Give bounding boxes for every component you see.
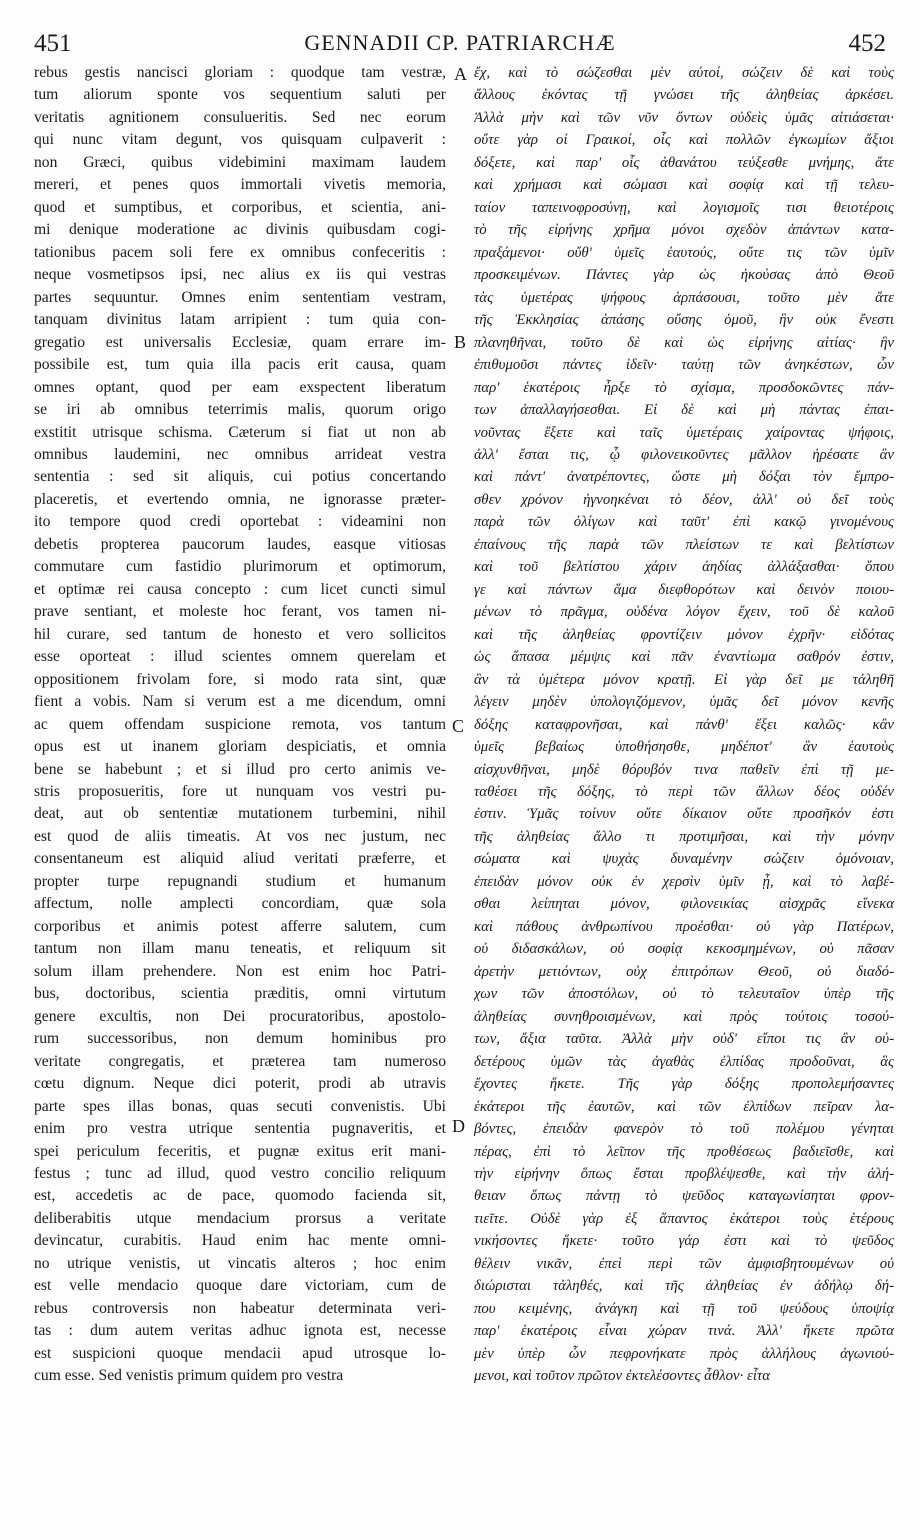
text-line: θέλειν νικᾶν, ἐπεὶ περὶ τῶν ἀμφισβητουμένων οὐ (474, 1255, 894, 1272)
text-line: exstitit utrisque schisma. Cæterum si fiat ut non ab (34, 423, 446, 441)
text-line: βόντες, ἐπειδὰν φανερὸν τὸ τοῦ πολέμου γένηται (474, 1121, 894, 1138)
text-line: πραξάμενοι· οὔθ' ὑμεῖς ἑαυτούς, οὔτε τις τῶν ὑμῖν (474, 244, 894, 261)
text-line: δετέρους ὑμῶν τὰς ἀγαθὰς ἐλπίδας προδοῦναι, ἃς (474, 1053, 894, 1070)
text-line: festus ; tunc ad illud, quod vestro concilio reliquum (34, 1164, 446, 1182)
section-marker-a: A (454, 64, 467, 84)
text-line: gregatio est universalis Ecclesiæ, quam errare im- (34, 333, 446, 351)
text-line: τιεῖτε. Οὐδὲ γὰρ ἐξ ἅπαντος ἑκάτεροι τοὺς ἑτέρους (474, 1210, 894, 1227)
text-line: esse oporteat : illud scientes omnem querelam et (34, 648, 446, 666)
text-line: bene se habebunt ; et si illud pro certo animis ve- (34, 760, 446, 778)
text-line: tanquam divinitus latam arripient : tum quia con- (34, 311, 446, 329)
text-line: stris proposueritis, fore ut nunquam vos vestri pu- (34, 783, 446, 800)
text-line: prave sentiant, et moleste hoc ferant, vos tamen ni- (34, 603, 446, 621)
text-line: σώματα καὶ ψυχὰς δυναμένην σώζειν ὁμόνοιαν, (474, 851, 894, 868)
text-line: ἔχοντες ἥκετε. Τῆς γὰρ δόξης προπολεμήσαντες (474, 1076, 894, 1093)
latin-column (34, 62, 446, 1388)
text-line: genere excultis, non Dei procuratoribus, apostolo- (34, 1007, 446, 1025)
text-line: spei periculum feceritis, et pugnæ exitus erit mani- (34, 1142, 446, 1160)
text-line: cum esse. Sed venistis primum quidem pro vestra (34, 1367, 344, 1385)
text-line: ἐπειδὰν μόνον οὐκ ἐν χερσὶν ὑμῖν ᾖ, καὶ τὸ λαβέ- (474, 873, 894, 890)
text-line: qui nunc vitam degunt, vos quisquam culpaverit : (34, 131, 446, 149)
text-line: omnibus laudemini, nec omnibus arrideat vestra (34, 445, 446, 463)
running-title: GENNADII CP. PATRIARCHÆ (304, 30, 616, 55)
text-line: ὑμεῖς βεβαίως ὑποθήσησθε, μηδέποτ' ἂν ἑαυτοὺς (474, 739, 894, 756)
text-line: τὰς ὑμετέρας ψήφους ἁρπάσουσι, τοῦτο μὲν ἅτε (474, 289, 894, 306)
text-line: προσκειμένων. Πάντες γὰρ ὡς ἠκούσας ἀπὸ Θεοῦ (474, 267, 894, 284)
text-line: ac quem offendam suspicione remota, vos tantum (34, 715, 446, 733)
text-line: δόξης καταφρονῆσαι, καὶ πάνθ' ἕξει καλῶς· κἂν (474, 716, 894, 733)
text-line: ἄλλους ἑκόντας τῇ γνώσει τῆς ἀληθείας ἀρκέσει. (474, 87, 894, 104)
text-line: consentaneum est aliquid aliud veritati præferre, et (34, 850, 446, 868)
text-line: devincatur, curabitis. Haud enim hac mente omni- (34, 1232, 446, 1250)
text-line: χων τῶν ἀποστόλων, οὐ τὸ τελευταῖον ὑπὲρ τῆς (474, 986, 894, 1003)
text-line: veritate congregatis, et præterea tam numeroso (34, 1052, 446, 1070)
greek-column (474, 62, 894, 1388)
text-line: παρ' ἑκατέροις εἶναι χώραν τινά. Ἀλλ' ἥκετε πρῶτα (474, 1323, 894, 1340)
text-line: τῆς ἀληθείας ἄλλο τι προτιμῆσαι, καὶ τὴν μόνην (474, 828, 894, 845)
page-number-right: 452 (848, 30, 886, 57)
text-line: parte spes illas bonas, quas secuti convenistis. Ubi (34, 1097, 446, 1115)
text-line: placeretis, et evertendo omnia, ne ignorasse præter- (34, 490, 446, 508)
text-line: ἐστιν. Ὑμᾶς τοίνυν οὔτε δίκαιον οὔτε προσῆκόν ἐστι (474, 806, 894, 823)
text-line: διώρισται τἀληθές, καὶ τῆς ἀληθείας ἐν ἀδήλῳ δή- (474, 1278, 894, 1295)
page-header (34, 30, 886, 64)
text-line: παρ' ἑκατέροις ἦρξε τὸ σχίσμα, προσδοκῶντες πάν- (474, 379, 894, 396)
text-line: ἐπαίνους τῆς παρὰ τῶν πλείστων τε καὶ βελτίστων (474, 536, 894, 553)
text-line: νοῦντας ἕξετε καὶ ταῖς ὑμετέραις χαίροντας ψήφοις, (474, 424, 894, 441)
text-line: ἑκάτεροι τῆς ἑαυτῶν, καὶ τῶν ἐλπίδων πεῖραν λα- (474, 1098, 894, 1115)
text-line: tationibus pacem soli fere ex omnibus confeceritis : (34, 243, 446, 261)
text-line: ταθέσει τῆς δόξης, τὸ περὶ τῶν ἄλλων δέος οὐδέν (474, 784, 894, 800)
text-line: solum illam prehendere. Non est enim hoc Patri- (34, 962, 446, 980)
text-line: propter turpe repugnandi studium et humanum (34, 872, 446, 890)
text-line: ἀρετὴν μετιόντων, οὐχ ἐπιτρόπων Θεοῦ, οὐ διαδό- (474, 963, 894, 980)
text-line: ὡς ἅπασα μέμψις καὶ πᾶν ἐναντίωμα σαθρόν ἐστιν, (474, 649, 894, 666)
text-line: veritatis agnitionem consulueritis. Sed nec eorum (34, 108, 446, 126)
text-line: μένων τὸ πρᾶγμα, οὐδένα λόγον ἔχειν, τοῦ δὲ καλοῦ (474, 604, 894, 621)
text-line: omnes optant, quod per eam exspectent liberatum (34, 378, 446, 396)
text-line: μενοι, καὶ τοῦτον πρῶτον ἐκτελέσοντες ἆθλον· εἶτα (474, 1368, 770, 1385)
text-line: μὲν ὑπὲρ ὧν πεφρονήκατε πρὸς ἀλλήλους ἀγωνιού- (474, 1345, 894, 1362)
text-line: opus est ut inanem gloriam despiciatis, et omnia (34, 738, 446, 756)
text-line: rebus gestis nancisci gloriam : quodque tam vestræ, (34, 64, 446, 81)
text-line: γε καὶ πάντων ἅμα διεφθορότων καὶ δεινὸν ποιου- (474, 581, 894, 598)
section-marker-c: C (452, 716, 465, 736)
text-line: καὶ πάντ' ἀνατρέποντες, ὥστε μὴ δόξαι τὸν ἔμπρο- (474, 469, 894, 486)
section-marker-d: D (452, 1116, 465, 1136)
text-line: οὐ διδασκάλων, οὐ σοφίᾳ κεκοσμημένων, οὐ πᾶσαν (474, 941, 894, 958)
text-line: Ἀλλὰ μὴν καὶ τῶν νῦν ὄντων οὐδεὶς ὑμᾶς αἰτιάσεται· (474, 109, 894, 126)
text-line: καὶ χρήμασι καὶ σώμασι καὶ σοφίᾳ καὶ τῇ τελευ- (474, 177, 894, 194)
text-line: fient a vobis. Nam si verum est a me dicendum, omni (34, 693, 446, 711)
text-line: καὶ τῆς ἀληθείας φροντίζειν μόνον ἐχρῆν· εἰδότας (474, 626, 894, 643)
text-line: est, accedetis ac de pace, quomodo facienda sit, (34, 1187, 446, 1205)
text-line: σθαι λείπηται μόνον, φιλονεικίας αἰσχρᾶς εἵνεκα (474, 896, 894, 913)
text-line: παρὰ τῶν ὀλίγων καὶ ταῦτ' ἐπὶ κακῷ γινομένους (474, 514, 894, 531)
text-line: est velle mendacio quoque dare victoriam, cum de (34, 1277, 446, 1295)
text-line: tum aliorum sponte vos sequentium saluti per (34, 86, 446, 104)
text-line: ταίον ταπεινοφροσύνῃ, καὶ λογισμοῖς τισι θειοτέροις (474, 199, 894, 216)
text-line: mereri, et penes quos immortali vivetis memoria, (34, 176, 446, 194)
text-line: των ἀπαλλαγήσεσθαι. Εἰ δὲ καὶ μὴ πάντας ἐπαι- (474, 402, 894, 419)
text-line: πέρας, ἐπὶ τὸ λεῖπον τῆς προθέσεως βαδιεῖσθε, καὶ (474, 1143, 894, 1160)
text-line: ἐπιθυμοῦσι πάντες ἰδεῖν· ταύτῃ τῶν ἀνηκέστων, ὧν (474, 357, 894, 374)
text-line: bus, doctoribus, scientia præditis, omni virtutum (34, 985, 446, 1003)
text-line: oppositionem frivolam fore, si modo rata sint, quæ (34, 670, 446, 688)
text-line: ito tempore quod credi oportebat : videamini non (34, 513, 446, 531)
text-line: ἂν τὰ ὑμέτερα μόνον κρατῇ. Εἰ γὰρ δεῖ με τἀληθῆ (474, 671, 894, 688)
page-number-left: 451 (34, 30, 72, 57)
text-line: ἔχ, καὶ τὸ σώζεσθαι μὲν αὐτοί, σώζειν δὲ καὶ τοὺς (474, 65, 894, 81)
text-line: που κειμένης, ἀνάγκη καὶ τῇ τοῦ ψεύδους ὑποψίᾳ (474, 1300, 894, 1317)
text-line: λέγειν μηδὲν ὑπολογιζόμενον, ὑμᾶς δεῖ μόνον κενῆς (474, 694, 894, 711)
text-line: τῆς Ἐκκλησίας ἁπάσης οὔσης ὁμοῦ, ἣν οὐκ ἔνεστι (474, 312, 894, 329)
text-line: sententia : sed sit aliquis, cui potius concertando (34, 468, 446, 486)
text-line: καὶ τοῦ βελτίστου χάριν ἀηδίας ἀλλάξασθαι· ὅπου (474, 559, 894, 576)
text-line: ἀληθείας συνηθροισμένων, καὶ πρὸς τούτοις τοσού- (474, 1008, 894, 1025)
text-line: πλανηθῆναι, τοῦτο δὲ καὶ ὡς εἰρήνης αἰτίας· ἣν (474, 334, 894, 351)
text-line: tas : dum autem veritas adhuc ignota est, necesse (34, 1322, 446, 1340)
text-line: quod et sumptibus, et corporibus, et scientia, ani- (34, 198, 446, 216)
text-line: non Græci, quibus videbimini maximam laudem (34, 153, 446, 171)
text-line: possibile est, tum quia illa pacis erit causa, quam (34, 356, 446, 374)
text-line: τὸ τῆς εἰρήνης χρῆμα μόνοι σχεδὸν ἁπάντων κατα- (474, 222, 894, 239)
text-line: νικήσοντες ἥκετε· τοῦτο γάρ ἐστι καὶ τὸ ψεῦδος (474, 1233, 894, 1250)
text-line: deat, aut ob sententiæ mutationem turbemini, nihil (34, 805, 446, 823)
text-line: no utrique venistis, ut vincatis alteros ; hoc enim (34, 1254, 446, 1272)
text-line: tantum non illam manu teneatis, et reliquum sit (34, 940, 446, 958)
text-line: οὔτε γὰρ οἱ Γραικοί, οἷς καὶ πολλῶν ἐγκωμίων ἄξιοι (474, 132, 894, 149)
text-line: καὶ πάθους ἀνθρωπίνου προέσθαι· οὐ γὰρ Πατέρων, (474, 918, 894, 935)
text-line: rebus controversis non habeatur determinata veri- (34, 1299, 446, 1317)
text-line: enim pro vestra utrique sententia pugnaveritis, et (34, 1120, 446, 1138)
text-line: hil curare, sed tantum de honesto et vero sollicitos (34, 625, 446, 643)
text-line: se iri ab omnibus teterrimis malis, quorum origo (34, 401, 446, 419)
text-line: deliberabitis utque mendacium prorsus a veritate (34, 1209, 446, 1227)
text-line: mi denique moderatione ac divinis quibusdam cogi- (34, 221, 446, 239)
text-line: partes sequuntur. Omnes enim sententiam vestram, (34, 288, 446, 306)
text-line: neque vosmetipsos ipsi, nec alius ex iis qui vestras (34, 266, 446, 284)
text-line: commutare cum fastidio plurimorum et optimorum, (34, 558, 446, 576)
text-line: et optimæ rei causa concepto : cum licet cuncti simul (34, 580, 446, 598)
text-line: θειαν ὅπως πάντῃ τὸ ψεῦδος καταγωνίσηται φρον- (474, 1188, 894, 1205)
text-line: affectum, nolle amplecti concordiam, quæ sola (34, 895, 446, 913)
text-line: est suspicioni quoque mendacii apud utrosque lo- (34, 1344, 446, 1362)
text-line: corporibus et animis potest afferre salutem, cum (34, 917, 446, 935)
text-line: αἰσχυνθῆναι, μηδὲ θόρυβόν τινα παθεῖν ἐπὶ τῇ με- (474, 761, 894, 778)
text-line: rum successoribus, non demum hominibus pro (34, 1030, 446, 1048)
text-line: των, ἄξια ταῦτα. Ἀλλὰ μὴν οὐδ' εἴποι τις ἂν οὐ- (474, 1031, 894, 1048)
text-line: debetis propterea paucorum laudes, easque vitiosas (34, 535, 446, 553)
text-line: cœtu dignum. Neque dici poterit, prodi ab utravis (34, 1075, 446, 1093)
text-line: σθεν χρόνον ἠγνοηκέναι τὸ δέον, ἀλλ' οὐ δεῖ τοὺς (474, 491, 894, 508)
text-line: δόξετε, καὶ παρ' οἷς ἀθανάτου τεύξεσθε μνήμης, ἅτε (474, 154, 894, 171)
text-line: ἀλλ' ἔσται τις, ᾧ φιλονεικοῦντες μᾶλλον ἠρέσατε ἂν (474, 446, 894, 463)
text-line: est quod de aliis timeatis. At vos nec justum, nec (34, 827, 446, 845)
text-line: τὴν εἰρήνην ὅπως ἔσται προβλέψεσθε, καὶ τὴν ἀλή- (474, 1165, 894, 1182)
section-marker-b: B (454, 332, 467, 352)
